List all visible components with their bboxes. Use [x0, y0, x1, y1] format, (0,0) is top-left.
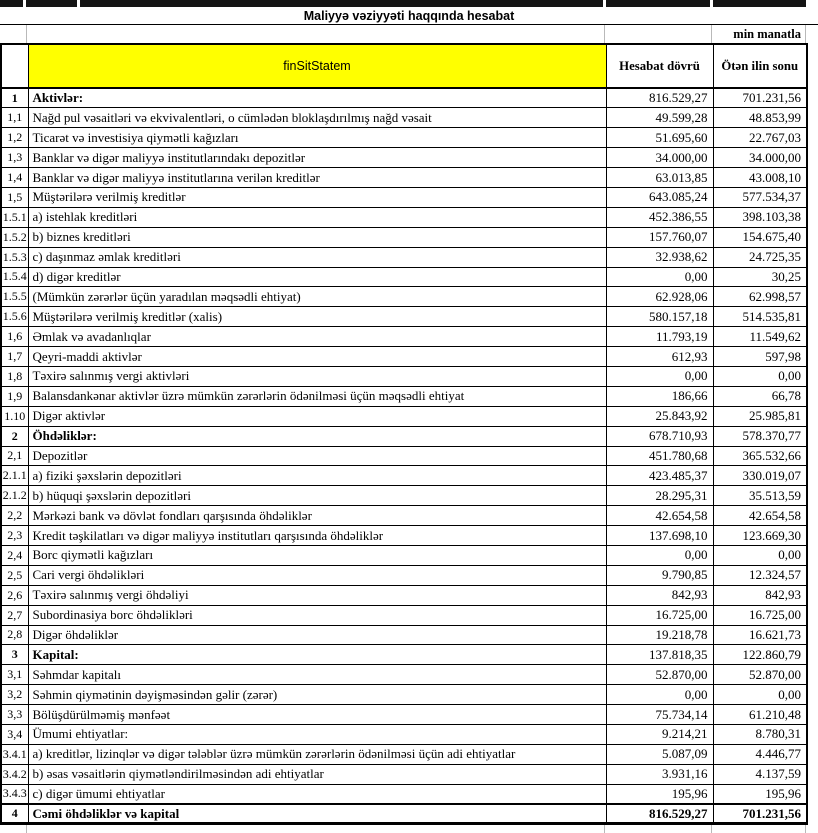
- gridline: [604, 825, 605, 833]
- row-label-cell[interactable]: Müştərilərə verilmiş kreditlər (xalis): [28, 307, 606, 327]
- value-current-cell[interactable]: 75.734,14: [606, 705, 713, 725]
- table-row: [1, 605, 807, 625]
- table-row: [1, 247, 807, 267]
- value-current-cell[interactable]: 63.013,85: [606, 168, 713, 188]
- row-label-cell[interactable]: Cəmi öhdəliklər və kapital: [28, 804, 606, 824]
- row-label-cell[interactable]: c) daşınmaz əmlak kreditləri: [28, 247, 606, 267]
- row-label-cell[interactable]: Müştərilərə verilmiş kreditlər: [28, 187, 606, 207]
- value-current-cell[interactable]: 0,00: [606, 545, 713, 565]
- row-label-cell[interactable]: (Mümkün zərərlər üçün yaradılan məqsədli ehtiyat): [28, 287, 606, 307]
- row-label-cell[interactable]: Banklar və digər maliyyə institutlarına verilən kreditlər: [28, 168, 606, 188]
- value-current-cell[interactable]: 816.529,27: [606, 88, 713, 108]
- value-current-cell[interactable]: 52.870,00: [606, 665, 713, 685]
- table-row: [1, 406, 807, 426]
- title-row: [0, 7, 818, 25]
- row-number-cell[interactable]: 3,4: [1, 725, 28, 745]
- value-previous-cell[interactable]: 16.725,00: [713, 605, 807, 625]
- top-row-cell: [0, 0, 23, 7]
- row-label-cell[interactable]: Kredit təşkilatları və digər maliyyə institutları qarşısında öhdəliklər: [28, 526, 606, 546]
- value-previous-cell[interactable]: 30,25: [713, 267, 807, 287]
- value-previous-cell[interactable]: 62.998,57: [713, 287, 807, 307]
- value-previous-cell[interactable]: 16.621,73: [713, 625, 807, 645]
- row-number-cell[interactable]: 2,4: [1, 545, 28, 565]
- value-previous-cell[interactable]: 123.669,30: [713, 526, 807, 546]
- header-item-name[interactable]: finSitStatem: [28, 44, 606, 88]
- table-row: [1, 287, 807, 307]
- row-number-cell[interactable]: 3.4.2: [1, 764, 28, 784]
- value-previous-cell[interactable]: 22.767,03: [713, 128, 807, 148]
- value-current-cell[interactable]: 11.793,19: [606, 327, 713, 347]
- top-row-cell: [606, 0, 710, 7]
- value-current-cell[interactable]: 137.698,10: [606, 526, 713, 546]
- value-previous-cell[interactable]: 398.103,38: [713, 207, 807, 227]
- gridline: [805, 825, 806, 833]
- row-number-cell[interactable]: 1.5.1: [1, 207, 28, 227]
- value-current-cell[interactable]: 643.085,24: [606, 187, 713, 207]
- value-previous-cell[interactable]: 577.534,37: [713, 187, 807, 207]
- top-row-cell: [26, 0, 77, 7]
- table-row: [1, 207, 807, 227]
- value-current-cell[interactable]: 25.843,92: [606, 406, 713, 426]
- value-current-cell[interactable]: 816.529,27: [606, 804, 713, 824]
- value-current-cell[interactable]: 157.760,07: [606, 227, 713, 247]
- table-row: [1, 347, 807, 367]
- row-label-cell[interactable]: a) fiziki şəxslərin depozitləri: [28, 466, 606, 486]
- table-row: [1, 466, 807, 486]
- table-row: [1, 645, 807, 665]
- value-previous-cell[interactable]: 578.370,77: [713, 426, 807, 446]
- value-current-cell[interactable]: 0,00: [606, 685, 713, 705]
- row-label-cell[interactable]: Subordinasiya borc öhdəlikləri: [28, 605, 606, 625]
- row-label-cell[interactable]: Digər aktivlər: [28, 406, 606, 426]
- value-previous-cell[interactable]: 330.019,07: [713, 466, 807, 486]
- value-previous-cell[interactable]: 154.675,40: [713, 227, 807, 247]
- row-number-cell[interactable]: 1.10: [1, 406, 28, 426]
- table-row: [1, 585, 807, 605]
- value-previous-cell[interactable]: 514.535,81: [713, 307, 807, 327]
- row-label-cell[interactable]: b) hüquqi şəxslərin depozitləri: [28, 486, 606, 506]
- row-label-cell[interactable]: Banklar və digər maliyyə institutlarındakı depozitlər: [28, 148, 606, 168]
- row-label-cell[interactable]: Borc qiymətli kağızları: [28, 545, 606, 565]
- row-number-cell[interactable]: 3: [1, 645, 28, 665]
- value-current-cell[interactable]: 612,93: [606, 347, 713, 367]
- value-current-cell[interactable]: 32.938,62: [606, 247, 713, 267]
- value-current-cell[interactable]: 34.000,00: [606, 148, 713, 168]
- table-row: [1, 784, 807, 804]
- row-label-cell[interactable]: b) biznes kreditləri: [28, 227, 606, 247]
- row-number-cell[interactable]: 2,5: [1, 565, 28, 585]
- value-previous-cell[interactable]: 43.008,10: [713, 168, 807, 188]
- value-previous-cell[interactable]: 195,96: [713, 784, 807, 804]
- row-number-cell[interactable]: 1,5: [1, 187, 28, 207]
- value-previous-cell[interactable]: 52.870,00: [713, 665, 807, 685]
- value-current-cell[interactable]: 51.695,60: [606, 128, 713, 148]
- row-label-cell[interactable]: Balansdankənar aktivlər üzrə mümkün zərərlərin ödənilməsi üçün məqsədli ehtiyat: [28, 386, 606, 406]
- row-label-cell[interactable]: b) əsas vəsaitlərin qiymətləndirilməsindən adi ehtiyatlar: [28, 764, 606, 784]
- value-previous-cell[interactable]: 0,00: [713, 366, 807, 386]
- row-number-cell[interactable]: 3.4.3: [1, 784, 28, 804]
- value-current-cell[interactable]: 0,00: [606, 267, 713, 287]
- value-previous-cell[interactable]: 25.985,81: [713, 406, 807, 426]
- top-row-cell: [80, 0, 603, 7]
- table-row: [1, 725, 807, 745]
- row-number-cell[interactable]: 2,3: [1, 526, 28, 546]
- value-previous-cell[interactable]: 61.210,48: [713, 705, 807, 725]
- value-previous-cell[interactable]: 365.532,66: [713, 446, 807, 466]
- row-number-cell[interactable]: 1,6: [1, 327, 28, 347]
- table-row: [1, 108, 807, 128]
- value-current-cell[interactable]: 580.157,18: [606, 307, 713, 327]
- row-label-cell[interactable]: Səhmin qiymətinin dəyişməsindən gəlir (zərər): [28, 685, 606, 705]
- table-row: [1, 486, 807, 506]
- row-number-cell[interactable]: 2,6: [1, 585, 28, 605]
- value-previous-cell[interactable]: 11.549,62: [713, 327, 807, 347]
- table-row: [1, 685, 807, 705]
- value-previous-cell[interactable]: 842,93: [713, 585, 807, 605]
- row-label-cell[interactable]: Kapital:: [28, 645, 606, 665]
- row-number-cell[interactable]: 1.5.2: [1, 227, 28, 247]
- gridline: [711, 825, 712, 833]
- value-current-cell[interactable]: 62.928,06: [606, 287, 713, 307]
- table-row: [1, 545, 807, 565]
- row-number-cell[interactable]: 4: [1, 804, 28, 824]
- table-row: [1, 625, 807, 645]
- value-current-cell[interactable]: 0,00: [606, 366, 713, 386]
- row-label-cell[interactable]: Nağd pul vəsaitləri və ekvivalentləri, o cümlədən bloklaşdırılmış nağd vəsait: [28, 108, 606, 128]
- value-previous-cell[interactable]: 0,00: [713, 545, 807, 565]
- value-current-cell[interactable]: 678.710,93: [606, 426, 713, 446]
- table-row: [1, 366, 807, 386]
- header-empty-cell[interactable]: [1, 44, 28, 88]
- row-number-cell[interactable]: 2,7: [1, 605, 28, 625]
- row-number-cell[interactable]: 3,1: [1, 665, 28, 685]
- unit-note[interactable]: min manatla: [733, 27, 801, 41]
- table-row: [1, 88, 807, 108]
- table-row: [1, 267, 807, 287]
- row-number-cell[interactable]: 1.5.5: [1, 287, 28, 307]
- table-row: [1, 187, 807, 207]
- row-number-cell[interactable]: 1,4: [1, 168, 28, 188]
- row-number-cell[interactable]: 1.5.4: [1, 267, 28, 287]
- row-number-cell[interactable]: 1: [1, 88, 28, 108]
- value-current-cell[interactable]: 42.654,58: [606, 506, 713, 526]
- table-row: [1, 665, 807, 685]
- table-header: [1, 44, 807, 88]
- row-label-cell[interactable]: Mərkəzi bank və dövlət fondları qarşısında öhdəliklər: [28, 506, 606, 526]
- value-previous-cell[interactable]: 34.000,00: [713, 148, 807, 168]
- value-previous-cell[interactable]: 4.137,59: [713, 764, 807, 784]
- row-number-cell[interactable]: 2.1.2: [1, 486, 28, 506]
- value-previous-cell[interactable]: 122.860,79: [713, 645, 807, 665]
- value-previous-cell[interactable]: 597,98: [713, 347, 807, 367]
- row-number-cell[interactable]: 3,2: [1, 685, 28, 705]
- value-current-cell[interactable]: 3.931,16: [606, 764, 713, 784]
- table-row: [1, 446, 807, 466]
- table-row: [1, 705, 807, 725]
- gridline: [26, 825, 27, 833]
- table-row: [1, 744, 807, 764]
- value-current-cell[interactable]: 451.780,68: [606, 446, 713, 466]
- row-label-cell[interactable]: Cari vergi öhdəlikləri: [28, 565, 606, 585]
- value-current-cell[interactable]: 19.218,78: [606, 625, 713, 645]
- value-current-cell[interactable]: 49.599,28: [606, 108, 713, 128]
- row-number-cell[interactable]: 1,8: [1, 366, 28, 386]
- row-label-cell[interactable]: Ümumi ehtiyatlar:: [28, 725, 606, 745]
- row-number-cell[interactable]: 2,1: [1, 446, 28, 466]
- value-previous-cell[interactable]: 701.231,56: [713, 88, 807, 108]
- table-row: [1, 804, 807, 824]
- value-current-cell[interactable]: 452.386,55: [606, 207, 713, 227]
- row-number-cell[interactable]: 2,2: [1, 506, 28, 526]
- row-number-cell[interactable]: 1,2: [1, 128, 28, 148]
- row-label-cell[interactable]: Bölüşdürülməmiş mənfəət: [28, 705, 606, 725]
- row-label-cell[interactable]: Depozitlər: [28, 446, 606, 466]
- row-label-cell[interactable]: d) digər kreditlər: [28, 267, 606, 287]
- row-label-cell[interactable]: Təxirə salınmış vergi öhdəliyi: [28, 585, 606, 605]
- table-row: [1, 307, 807, 327]
- row-number-cell[interactable]: 1.5.3: [1, 247, 28, 267]
- row-number-cell[interactable]: 1,7: [1, 347, 28, 367]
- table-row: [1, 526, 807, 546]
- row-label-cell[interactable]: Əmlak və avadanlıqlar: [28, 327, 606, 347]
- value-current-cell[interactable]: 195,96: [606, 784, 713, 804]
- value-previous-cell[interactable]: 35.513,59: [713, 486, 807, 506]
- value-current-cell[interactable]: 9.214,21: [606, 725, 713, 745]
- value-previous-cell[interactable]: 48.853,99: [713, 108, 807, 128]
- value-previous-cell[interactable]: 0,00: [713, 685, 807, 705]
- gridline: [805, 25, 806, 43]
- row-label-cell[interactable]: Qeyri-maddi aktivlər: [28, 347, 606, 367]
- row-number-cell[interactable]: 2: [1, 426, 28, 446]
- table-row: [1, 426, 807, 446]
- table-row: [1, 128, 807, 148]
- table-row: [1, 506, 807, 526]
- value-current-cell[interactable]: 16.725,00: [606, 605, 713, 625]
- top-row-cell: [713, 0, 806, 7]
- value-previous-cell[interactable]: 701.231,56: [713, 804, 807, 824]
- row-label-cell[interactable]: Səhmdar kapitalı: [28, 665, 606, 685]
- row-label-cell[interactable]: Öhdəliklər:: [28, 426, 606, 446]
- row-label-cell[interactable]: Təxirə salınmış vergi aktivləri: [28, 366, 606, 386]
- value-previous-cell[interactable]: 66,78: [713, 386, 807, 406]
- row-label-cell[interactable]: a) istehlak kreditləri: [28, 207, 606, 227]
- value-current-cell[interactable]: 9.790,85: [606, 565, 713, 585]
- value-previous-cell[interactable]: 12.324,57: [713, 565, 807, 585]
- value-previous-cell[interactable]: 8.780,31: [713, 725, 807, 745]
- header-previous-period[interactable]: Ötən ilin sonu: [713, 44, 807, 88]
- report-title[interactable]: Maliyyə vəziyyəti haqqında hesabat: [303, 8, 515, 23]
- financial-statement-table: [0, 43, 808, 825]
- table-row: [1, 227, 807, 247]
- table-row: [1, 764, 807, 784]
- row-label-cell[interactable]: Digər öhdəliklər: [28, 625, 606, 645]
- row-number-cell[interactable]: 2.1.1: [1, 466, 28, 486]
- value-current-cell[interactable]: 137.818,35: [606, 645, 713, 665]
- row-number-cell[interactable]: 3,3: [1, 705, 28, 725]
- row-label-cell[interactable]: c) digər ümumi ehtiyatlar: [28, 784, 606, 804]
- header-current-period[interactable]: Hesabat dövrü: [606, 44, 713, 88]
- row-number-cell[interactable]: 3.4.1: [1, 744, 28, 764]
- value-previous-cell[interactable]: 4.446,77: [713, 744, 807, 764]
- table-row: [1, 386, 807, 406]
- table-row: [1, 327, 807, 347]
- row-label-cell[interactable]: Aktivlər:: [28, 88, 606, 108]
- row-label-cell[interactable]: a) kreditlər, lizinqlər və digər tələblər üzrə mümkün zərərlərin ödənilməsi üçün adi ehtiyatlar: [28, 744, 606, 764]
- value-previous-cell[interactable]: 24.725,35: [713, 247, 807, 267]
- value-current-cell[interactable]: 186,66: [606, 386, 713, 406]
- row-number-cell[interactable]: 1,1: [1, 108, 28, 128]
- value-current-cell[interactable]: 423.485,37: [606, 466, 713, 486]
- table-row: [1, 168, 807, 188]
- value-current-cell[interactable]: 28.295,31: [606, 486, 713, 506]
- header-row: [1, 44, 807, 88]
- table-row: [1, 565, 807, 585]
- row-number-cell[interactable]: 1.5.6: [1, 307, 28, 327]
- row-label-cell[interactable]: Ticarət və investisiya qiymətli kağızları: [28, 128, 606, 148]
- table-body: [1, 88, 807, 824]
- value-current-cell[interactable]: 842,93: [606, 585, 713, 605]
- row-number-cell[interactable]: 2,8: [1, 625, 28, 645]
- value-previous-cell[interactable]: 42.654,58: [713, 506, 807, 526]
- value-current-cell[interactable]: 5.087,09: [606, 744, 713, 764]
- row-number-cell[interactable]: 1,3: [1, 148, 28, 168]
- row-number-cell[interactable]: 1,9: [1, 386, 28, 406]
- table-row: [1, 148, 807, 168]
